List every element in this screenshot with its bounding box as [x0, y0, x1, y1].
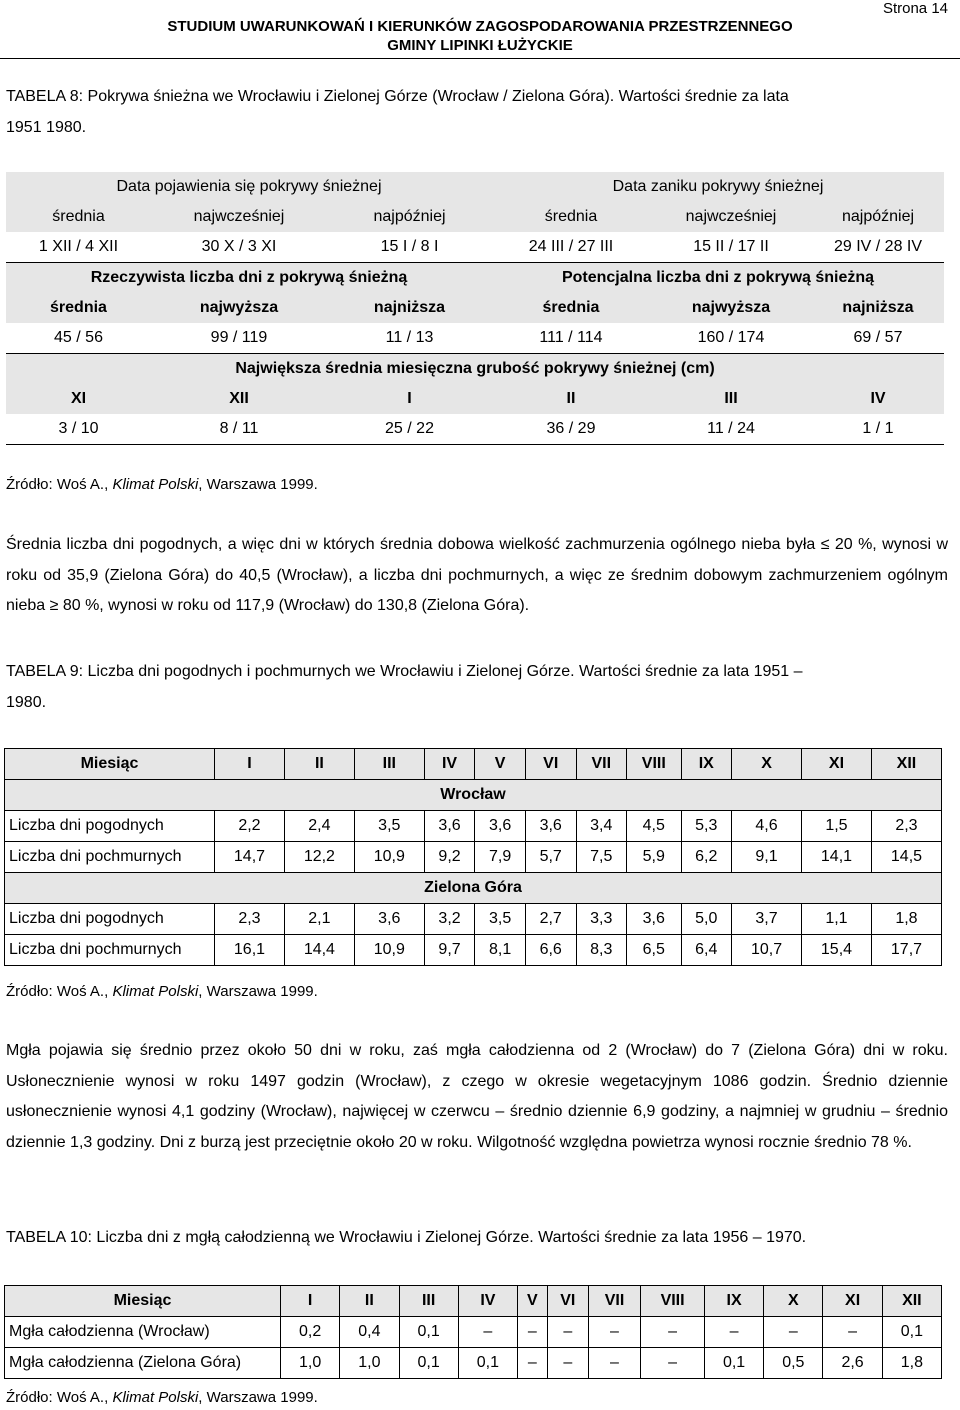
cell-value: 6,5	[627, 935, 681, 966]
cell-value: 99 / 119	[151, 323, 327, 354]
cell-value: 8 / 11	[151, 414, 327, 445]
table-header-row	[6, 293, 944, 323]
cell-value: 1,5	[802, 811, 872, 842]
table9-clear-cloudy-days	[4, 748, 942, 966]
cell-value: 9,2	[424, 842, 475, 873]
cell-value: 8,1	[475, 935, 526, 966]
column-header: najniższa	[812, 293, 944, 323]
cell-value: 2,1	[284, 904, 354, 935]
column-header: najniższa	[327, 293, 492, 323]
cell-value: 10,9	[354, 842, 424, 873]
column-header-month: III	[399, 1286, 458, 1317]
cell-value: 16,1	[215, 935, 285, 966]
table-row	[5, 935, 942, 966]
cell-value: 5,7	[525, 842, 576, 873]
table-row	[5, 1317, 942, 1348]
table-header-row	[6, 384, 944, 414]
table9-source-suffix: , Warszawa 1999.	[198, 983, 318, 1000]
column-header: najpóźniej	[812, 202, 944, 232]
cell-value: 15,4	[802, 935, 872, 966]
table8-caption-line1: TABELA 8: Pokrywa śnieżna we Wrocławiu i Zielonej Górze (Wrocław / Zielona Góra). Wartości średnie za lata	[6, 88, 789, 105]
cell-value: 14,7	[215, 842, 285, 873]
column-header-month: IX	[681, 749, 732, 780]
table8-source-suffix: , Warszawa 1999.	[198, 476, 318, 493]
cell-value: 3,6	[424, 811, 475, 842]
column-header-month: II	[340, 1286, 399, 1317]
cell-value: 2,7	[525, 904, 576, 935]
column-header-month: VII	[576, 749, 627, 780]
column-header-month: VII	[588, 1286, 640, 1317]
table8-source-title: Klimat Polski	[112, 476, 199, 493]
table-header-row	[5, 1286, 942, 1317]
cell-value: 3,4	[576, 811, 627, 842]
cell-value: 5,3	[681, 811, 732, 842]
column-header-month: III	[354, 749, 424, 780]
cell-value: –	[641, 1317, 705, 1348]
column-header: I	[327, 384, 492, 414]
table8-source	[6, 476, 318, 493]
column-header: III	[650, 384, 812, 414]
cell-value: 6,6	[525, 935, 576, 966]
cell-value: –	[588, 1348, 640, 1379]
column-header: średnia	[6, 202, 151, 232]
column-header: najwyższa	[151, 293, 327, 323]
cell-value: 3,2	[424, 904, 475, 935]
column-header-month: V	[475, 749, 526, 780]
cell-value: 14,1	[802, 842, 872, 873]
cell-value: 12,2	[284, 842, 354, 873]
cell-value: 3 / 10	[6, 414, 151, 445]
table-header-row	[5, 749, 942, 780]
cell-value: 1 XII / 4 XII	[6, 232, 151, 263]
cell-value: 3,5	[475, 904, 526, 935]
page-number: Strona 14	[882, 0, 948, 17]
table-row	[5, 842, 942, 873]
cell-value: 17,7	[871, 935, 941, 966]
cell-value: 6,4	[681, 935, 732, 966]
cell-value: 160 / 174	[650, 323, 812, 354]
cell-value: 4,6	[732, 811, 802, 842]
cell-value: 15 II / 17 II	[650, 232, 812, 263]
cell-value: –	[764, 1317, 823, 1348]
cell-value: 2,2	[215, 811, 285, 842]
table9-section-zielona-gora: Zielona Góra	[5, 873, 942, 904]
cell-value: 45 / 56	[6, 323, 151, 354]
cell-value: 4,5	[627, 811, 681, 842]
table-row	[6, 232, 944, 263]
table9-source-title: Klimat Polski	[112, 983, 199, 1000]
column-header: średnia	[6, 293, 151, 323]
cell-value: –	[518, 1348, 548, 1379]
row-label: Liczba dni pogodnych	[5, 811, 215, 842]
table-row	[6, 323, 944, 354]
row-label: Liczba dni pogodnych	[5, 904, 215, 935]
column-header: średnia	[492, 202, 650, 232]
column-header-month: XII	[882, 1286, 941, 1317]
cell-value: 3,6	[354, 904, 424, 935]
cell-value: 7,5	[576, 842, 627, 873]
cell-value: 0,2	[281, 1317, 340, 1348]
table8-group-onset: Data pojawienia się pokrywy śnieżnej	[6, 172, 492, 202]
column-header-month: VI	[525, 749, 576, 780]
row-label: Mgła całodzienna (Wrocław)	[5, 1317, 281, 1348]
cell-value: –	[704, 1317, 763, 1348]
cell-value: 1,1	[802, 904, 872, 935]
cell-value: 5,9	[627, 842, 681, 873]
cell-value: 36 / 29	[492, 414, 650, 445]
cell-value: 5,0	[681, 904, 732, 935]
column-header-month: X	[764, 1286, 823, 1317]
cell-value: 1,0	[340, 1348, 399, 1379]
cell-value: –	[823, 1317, 882, 1348]
column-header-month: I	[215, 749, 285, 780]
cell-value: 11 / 24	[650, 414, 812, 445]
column-header-month: VI	[547, 1286, 588, 1317]
column-header-month: XII	[871, 749, 941, 780]
cell-value: 3,6	[525, 811, 576, 842]
column-header: IV	[812, 384, 944, 414]
cell-value: 9,7	[424, 935, 475, 966]
cell-value: 3,7	[732, 904, 802, 935]
cell-value: 2,4	[284, 811, 354, 842]
cell-value: 3,5	[354, 811, 424, 842]
cell-value: 30 X / 3 XI	[151, 232, 327, 263]
column-header-month: X	[732, 749, 802, 780]
cell-value: 14,4	[284, 935, 354, 966]
column-header-month: IX	[704, 1286, 763, 1317]
column-header-month-label: Miesiąc	[5, 749, 215, 780]
cell-value: 3,6	[627, 904, 681, 935]
table9-caption-line1: TABELA 9: Liczba dni pogodnych i pochmurnych we Wrocławiu i Zielonej Górze. Wartości średnie za lata 1951 –	[6, 663, 803, 680]
table9-caption-line2: 1980.	[6, 694, 47, 711]
table-row	[6, 414, 944, 445]
table8-snow-cover	[6, 172, 944, 445]
column-header: najwyższa	[650, 293, 812, 323]
cell-value: 1,0	[281, 1348, 340, 1379]
column-header: XII	[151, 384, 327, 414]
cell-value: 3,6	[475, 811, 526, 842]
paragraph-clear-days: Średnia liczba dni pogodnych, a więc dni w których średnia dobowa wielkość zachmurzenia ogólnego nieba była ≤ 20 %, wynosi w roku od 35,9 (Zielona Góra) do 40,5 (Wrocław), a liczba dni pochmurnych, a więc ze średnim dobowym zachmurzeniem ogólnym nieba ≥ 80 %, wynosi w roku od 117,9 (Wrocław) do 130,8 (Zielona Góra).	[6, 536, 948, 614]
table-header-row	[6, 202, 944, 232]
cell-value: 1 / 1	[812, 414, 944, 445]
row-label: Liczba dni pochmurnych	[5, 935, 215, 966]
table8-group-max-depth: Największa średnia miesięczna grubość pokrywy śnieżnej (cm)	[6, 354, 944, 385]
column-header-month: XI	[802, 749, 872, 780]
cell-value: 8,3	[576, 935, 627, 966]
column-header: najwcześniej	[650, 202, 812, 232]
table10-caption: TABELA 10: Liczba dni z mgłą całodzienną we Wrocławiu i Zielonej Górze. Wartości średnie za lata 1956 – 1970.	[6, 1229, 807, 1246]
table10-fog-days	[4, 1285, 942, 1379]
table10-source	[6, 1389, 318, 1406]
column-header: XI	[6, 384, 151, 414]
header-rule	[0, 58, 960, 59]
cell-value: 15 I / 8 I	[327, 232, 492, 263]
cell-value: 0,1	[399, 1348, 458, 1379]
cell-value: 14,5	[871, 842, 941, 873]
column-header-month: VIII	[627, 749, 681, 780]
document-header-title: STUDIUM UWARUNKOWAŃ I KIERUNKÓW ZAGOSPODAROWANIA PRZESTRZENNEGO	[167, 18, 793, 35]
document-header-subtitle: GMINY LIPINKI ŁUŻYCKIE	[387, 37, 573, 54]
row-label: Liczba dni pochmurnych	[5, 842, 215, 873]
cell-value: 3,3	[576, 904, 627, 935]
cell-value: 11 / 13	[327, 323, 492, 354]
column-header-month: VIII	[641, 1286, 705, 1317]
column-header: najwcześniej	[151, 202, 327, 232]
cell-value: 0,1	[399, 1317, 458, 1348]
paragraph-fog-sunshine: Mgła pojawia się średnio przez około 50 dni w roku, zaś mgła całodzienna od 2 (Wrocław) do 7 (Zielona Góra) dni w roku. Usłonecznienie wynosi w roku 1497 godzin (Wrocław), z czego w okresie wegetacyjnym 1086 godzin. Średnio dziennie usłonecznienie wynosi 4,1 godziny (Wrocław), najwięcej w czerwcu – średnio dziennie 6,9 godziny, a najmniej w grudniu – średnio dziennie 1,3 godziny. Dni z burzą jest przeciętnie około 20 w roku. Wilgotność względna powietrza wynosi rocznie średnio 78 %.	[6, 1042, 948, 1151]
column-header: najpóźniej	[327, 202, 492, 232]
cell-value: 9,1	[732, 842, 802, 873]
cell-value: –	[547, 1317, 588, 1348]
cell-value: 0,1	[704, 1348, 763, 1379]
row-label: Mgła całodzienna (Zielona Góra)	[5, 1348, 281, 1379]
table8-group-potential-days: Potencjalna liczba dni z pokrywą śnieżną	[492, 263, 944, 294]
cell-value: –	[588, 1317, 640, 1348]
cell-value: 10,9	[354, 935, 424, 966]
table10-source-title: Klimat Polski	[112, 1389, 199, 1406]
table8-source-prefix: Źródło: Woś A.,	[6, 476, 113, 493]
column-header-month: V	[518, 1286, 548, 1317]
cell-value: –	[641, 1348, 705, 1379]
cell-value: 69 / 57	[812, 323, 944, 354]
cell-value: 2,3	[871, 811, 941, 842]
cell-value: 6,2	[681, 842, 732, 873]
cell-value: –	[547, 1348, 588, 1379]
cell-value: 7,9	[475, 842, 526, 873]
cell-value: –	[458, 1317, 517, 1348]
column-header-month-label: Miesiąc	[5, 1286, 281, 1317]
cell-value: 1,8	[882, 1348, 941, 1379]
table9-section-wroclaw: Wrocław	[5, 780, 942, 811]
cell-value: 2,6	[823, 1348, 882, 1379]
table8-group-melt: Data zaniku pokrywy śnieżnej	[492, 172, 944, 202]
column-header: średnia	[492, 293, 650, 323]
cell-value: –	[518, 1317, 548, 1348]
cell-value: 0,1	[458, 1348, 517, 1379]
cell-value: 0,5	[764, 1348, 823, 1379]
table-row	[5, 904, 942, 935]
table10-source-suffix: , Warszawa 1999.	[198, 1389, 318, 1406]
cell-value: 0,1	[882, 1317, 941, 1348]
column-header-month: IV	[458, 1286, 517, 1317]
cell-value: 24 III / 27 III	[492, 232, 650, 263]
cell-value: 25 / 22	[327, 414, 492, 445]
column-header-month: IV	[424, 749, 475, 780]
column-header-month: I	[281, 1286, 340, 1317]
table8-caption-line2: 1951 1980.	[6, 119, 87, 136]
column-header-month: II	[284, 749, 354, 780]
column-header-month: XI	[823, 1286, 882, 1317]
table-row	[5, 1348, 942, 1379]
cell-value: 2,3	[215, 904, 285, 935]
cell-value: 111 / 114	[492, 323, 650, 354]
table8-group-actual-days: Rzeczywista liczba dni z pokrywą śnieżną	[6, 263, 492, 294]
cell-value: 29 IV / 28 IV	[812, 232, 944, 263]
table10-source-prefix: Źródło: Woś A.,	[6, 1389, 113, 1406]
cell-value: 1,8	[871, 904, 941, 935]
table9-source	[6, 983, 318, 1000]
table-row	[5, 811, 942, 842]
cell-value: 0,4	[340, 1317, 399, 1348]
table9-source-prefix: Źródło: Woś A.,	[6, 983, 113, 1000]
cell-value: 10,7	[732, 935, 802, 966]
column-header: II	[492, 384, 650, 414]
